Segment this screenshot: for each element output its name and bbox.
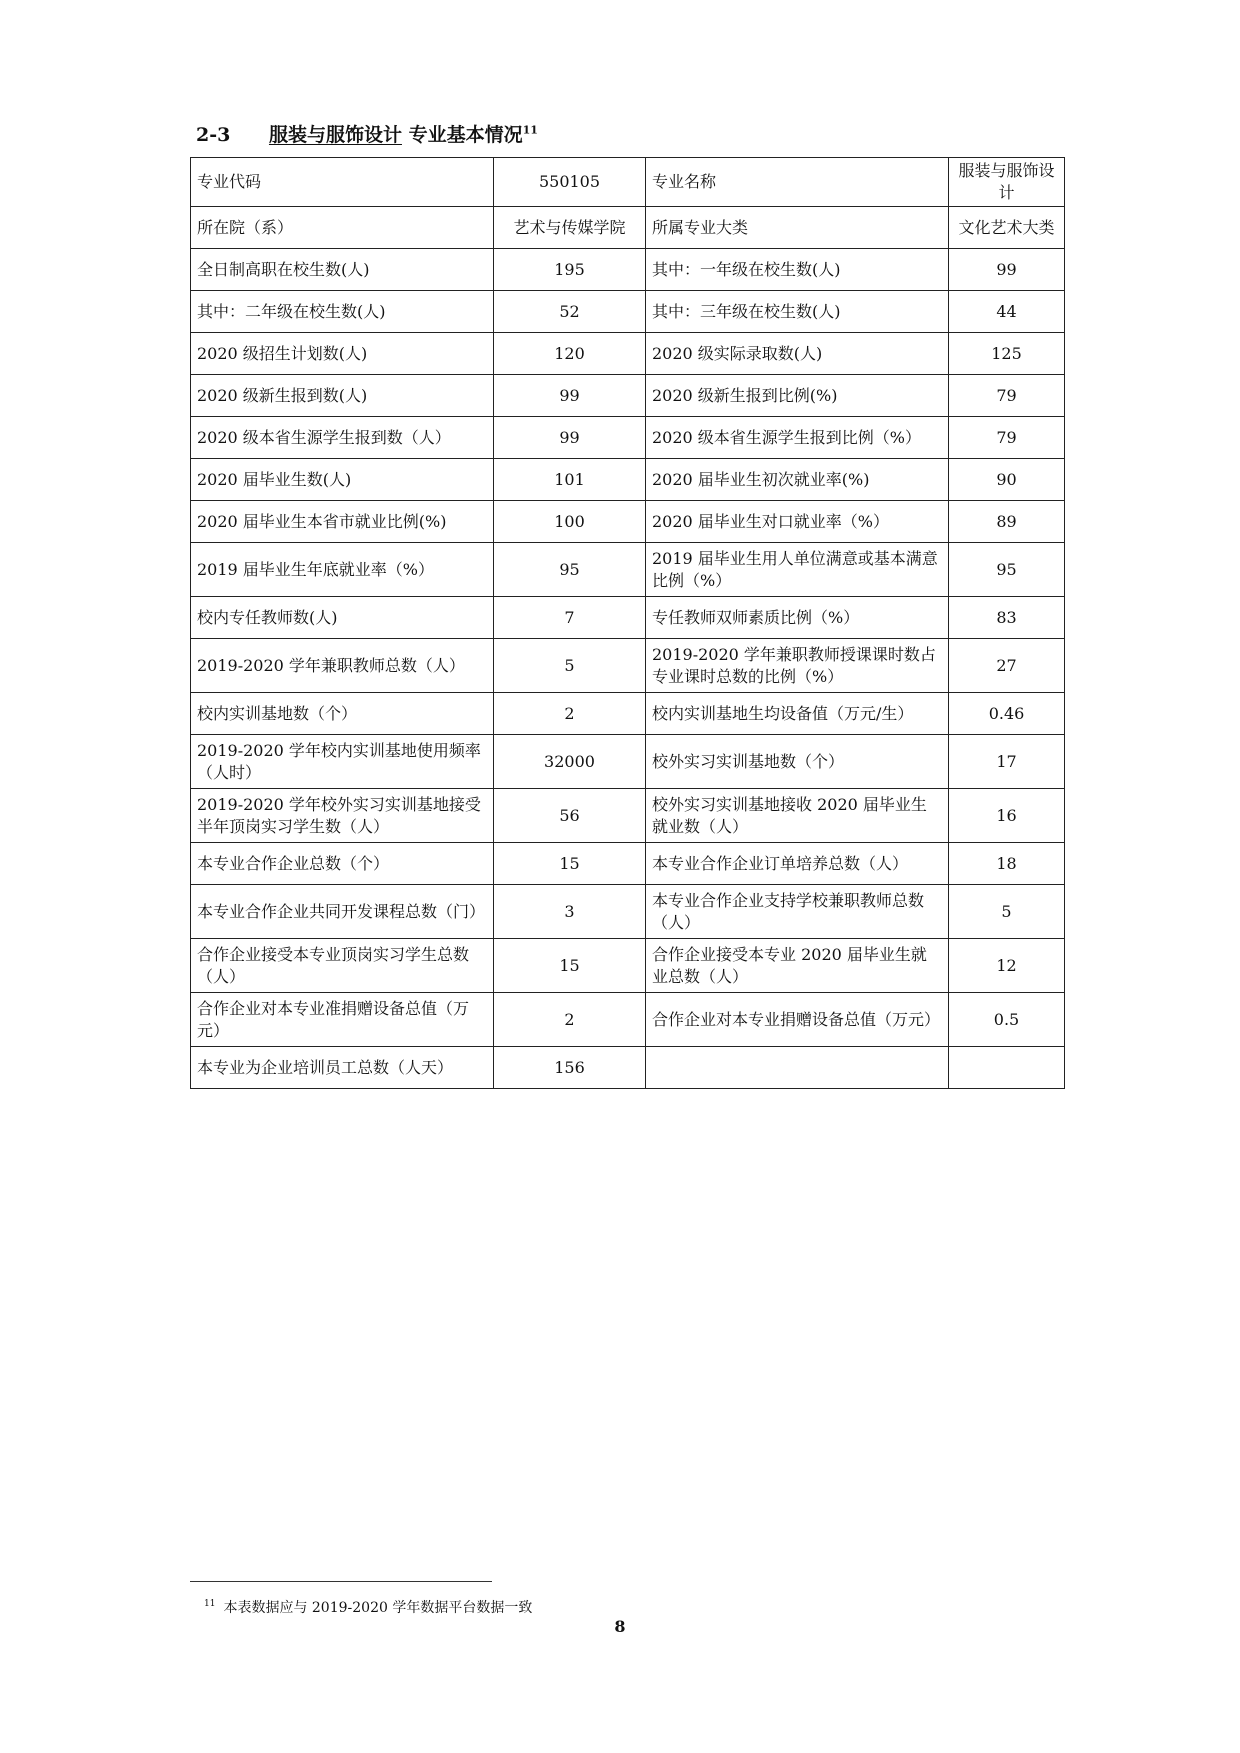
field-value: 99 [494,417,646,459]
table-row [191,207,1065,249]
table-row [191,843,1065,885]
field-label: 2019-2020 学年兼职教师授课课时数占专业课时总数的比例（%） [646,639,949,693]
field-value: 17 [949,735,1065,789]
field-value: 89 [949,501,1065,543]
field-label: 2020 级本省生源学生报到数（人） [191,417,494,459]
field-value: 文化艺术大类 [949,207,1065,249]
table-row [191,333,1065,375]
field-value: 100 [494,501,646,543]
table-row [191,993,1065,1047]
heading-suffix: 专业基本情况 [408,124,523,146]
field-value: 服装与服饰设计 [949,158,1065,207]
field-value: 5 [949,885,1065,939]
field-label: 2020 级实际录取数(人) [646,333,949,375]
table-row [191,789,1065,843]
field-label: 合作企业接受本专业 2020 届毕业生就业总数（人） [646,939,949,993]
table-body [191,158,1065,1089]
field-value: 95 [949,543,1065,597]
field-label: 2019-2020 学年校内实训基地使用频率（人时） [191,735,494,789]
field-label: 本专业合作企业共同开发课程总数（门） [191,885,494,939]
footnote-divider [190,1581,492,1582]
table-heading [196,120,538,147]
field-value: 3 [494,885,646,939]
field-value: 16 [949,789,1065,843]
field-label: 2019-2020 学年兼职教师总数（人） [191,639,494,693]
field-label: 其中：一年级在校生数(人) [646,249,949,291]
field-label: 校内实训基地生均设备值（万元/生） [646,693,949,735]
field-value: 2 [494,993,646,1047]
section-number: 2-3 [196,124,231,146]
table-row [191,375,1065,417]
field-label: 校外实习实训基地接收 2020 届毕业生就业数（人） [646,789,949,843]
footnote-ref: 11 [522,123,538,137]
field-value: 79 [949,417,1065,459]
field-value: 120 [494,333,646,375]
field-value: 27 [949,639,1065,693]
field-label: 合作企业对本专业准捐赠设备总值（万元） [191,993,494,1047]
major-info-table [190,157,1065,1089]
field-value: 44 [949,291,1065,333]
footnote [204,1597,532,1617]
field-value: 195 [494,249,646,291]
field-label: 其中：三年级在校生数(人) [646,291,949,333]
field-value: 550105 [494,158,646,207]
field-label: 本专业为企业培训员工总数（人天） [191,1047,494,1089]
field-value: 12 [949,939,1065,993]
table-row [191,939,1065,993]
table-row [191,543,1065,597]
field-value: 15 [494,939,646,993]
field-label: 2019 届毕业生年底就业率（%） [191,543,494,597]
field-label: 本专业合作企业订单培养总数（人） [646,843,949,885]
field-value: 32000 [494,735,646,789]
field-label: 2020 级招生计划数(人) [191,333,494,375]
field-value: 艺术与传媒学院 [494,207,646,249]
field-value: 5 [494,639,646,693]
field-label [646,1047,949,1089]
field-label: 所属专业大类 [646,207,949,249]
field-label: 专业代码 [191,158,494,207]
field-label: 2019-2020 学年校外实习实训基地接受半年顶岗实习学生数（人） [191,789,494,843]
field-label: 校内实训基地数（个） [191,693,494,735]
field-label: 2020 届毕业生数(人) [191,459,494,501]
table-row [191,735,1065,789]
table-row [191,597,1065,639]
field-value: 18 [949,843,1065,885]
field-label: 其中：二年级在校生数(人) [191,291,494,333]
field-label: 2020 届毕业生初次就业率(%) [646,459,949,501]
table-row [191,249,1065,291]
field-label: 本专业合作企业支持学校兼职教师总数（人） [646,885,949,939]
table-row [191,291,1065,333]
table-row [191,639,1065,693]
field-label: 专任教师双师素质比例（%） [646,597,949,639]
field-label: 2020 级新生报到数(人) [191,375,494,417]
field-label: 所在院（系） [191,207,494,249]
field-label: 2020 届毕业生本省市就业比例(%) [191,501,494,543]
table-row [191,158,1065,207]
major-name: 服装与服饰设计 [268,124,402,146]
field-label: 合作企业对本专业捐赠设备总值（万元） [646,993,949,1047]
field-label: 本专业合作企业总数（个） [191,843,494,885]
table-row [191,885,1065,939]
footnote-text: 本表数据应与 2019-2020 学年数据平台数据一致 [223,1600,533,1616]
table-row [191,693,1065,735]
field-value: 0.5 [949,993,1065,1047]
field-label: 专业名称 [646,158,949,207]
page-number: 8 [614,1617,626,1636]
field-label: 2019 届毕业生用人单位满意或基本满意比例（%） [646,543,949,597]
field-label: 2020 届毕业生对口就业率（%） [646,501,949,543]
field-value: 95 [494,543,646,597]
table-row [191,417,1065,459]
field-value: 15 [494,843,646,885]
field-value: 90 [949,459,1065,501]
field-value: 101 [494,459,646,501]
table-row [191,1047,1065,1089]
field-value: 56 [494,789,646,843]
field-value: 79 [949,375,1065,417]
field-value: 99 [494,375,646,417]
field-value: 2 [494,693,646,735]
table-row [191,459,1065,501]
footnote-number: 11 [204,1599,216,1610]
field-label: 校内专任教师数(人) [191,597,494,639]
field-value: 156 [494,1047,646,1089]
field-label: 校外实习实训基地数（个） [646,735,949,789]
field-label: 2020 级本省生源学生报到比例（%） [646,417,949,459]
field-label: 2020 级新生报到比例(%) [646,375,949,417]
field-label: 全日制高职在校生数(人) [191,249,494,291]
field-value: 7 [494,597,646,639]
table-row [191,501,1065,543]
field-label: 合作企业接受本专业顶岗实习学生总数（人） [191,939,494,993]
field-value: 0.46 [949,693,1065,735]
field-value: 125 [949,333,1065,375]
field-value: 99 [949,249,1065,291]
field-value: 52 [494,291,646,333]
field-value [949,1047,1065,1089]
field-value: 83 [949,597,1065,639]
